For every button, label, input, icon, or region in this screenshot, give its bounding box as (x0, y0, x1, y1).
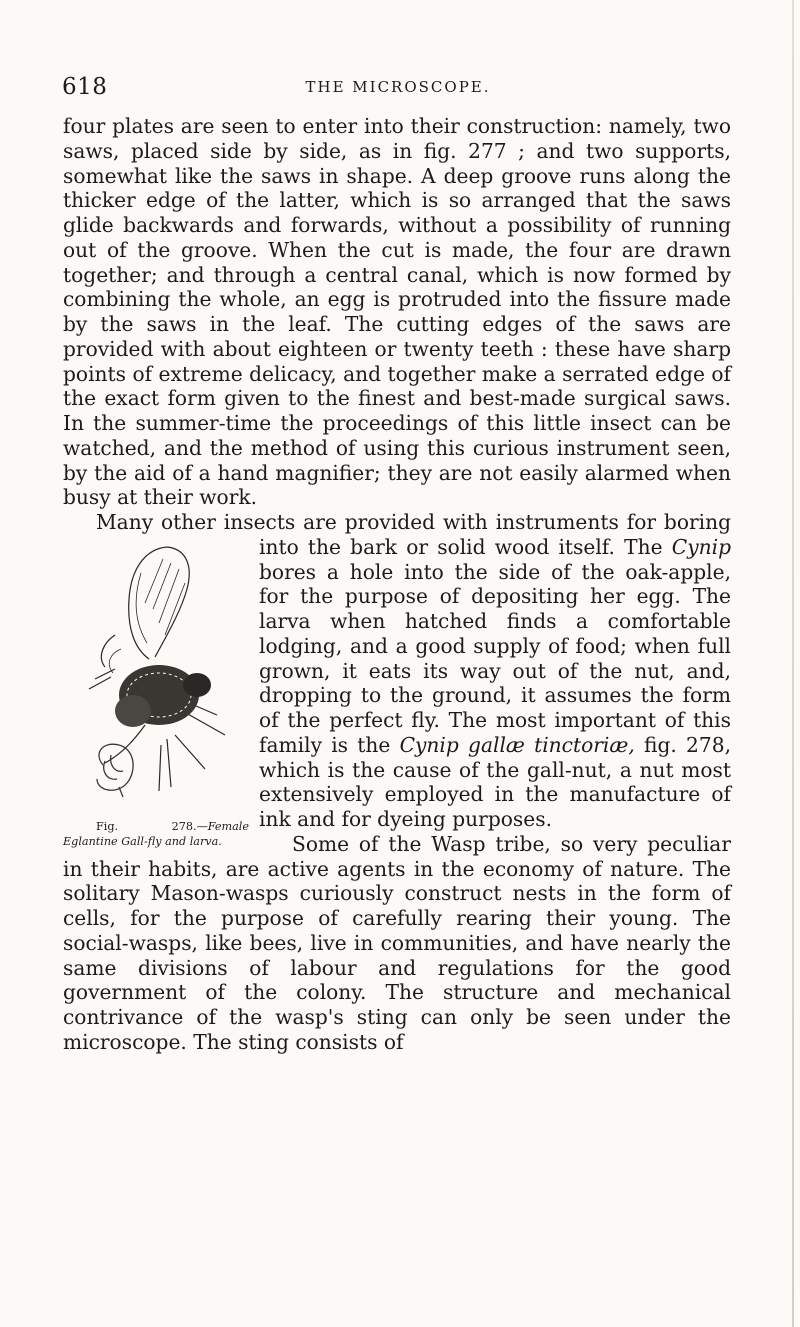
paragraph-2 (63, 510, 731, 848)
figure-278 (63, 539, 249, 849)
genus-name: Cynip (671, 534, 731, 559)
gall-fly-illustration-icon (75, 539, 239, 801)
figure-label: Fig. 278. (96, 819, 197, 833)
figure-caption-text: —Female Eglantine Gall-fly and larva. (63, 819, 249, 848)
paragraph-2-text-a: Many other insects are provided with instruments for boring into the bark or solid wood itself. The (96, 510, 731, 559)
species-name: Cynip gallæ tinctoriæ, (399, 732, 635, 757)
page-number: 618 (62, 74, 108, 100)
paragraph-2-text-b: bores a hole into the side of the oak-apple, for the purpose of depositing her egg. The larva when hatched finds a comfortable lodging, and a good supply of food; when full grown, it eats its way out of the nut, and, dropping to the ground, it assumes the form of the perfect fly. The most important of this family is the (259, 559, 731, 757)
paragraph-1: four plates are seen to enter into their construction: namely, two saws, placed side by side, as in fig. 277 ; and two supports, somewhat like the saws in shape. A deep groove runs along the thicker edge of the latter, which is so arranged that the saws glide backwards and forwards, without a possibility of running out of the groove. When the cut is made, the four are drawn together; and through a central canal, which is now formed by combining the whole, an egg is protruded into the fissure made by the saws in the leaf. The cutting edges of the saws are provided with about eighteen or twenty teeth : these have sharp points of extreme delicacy, and together make a serrated edge of the exact form given to the finest and best-made surgical saws. In the summer-time the proceedings of this little insect can be watched, and the method of using this curious instrument seen, by the aid of a hand magnifier; they are not easily alarmed when busy at their work. (63, 114, 731, 510)
page-edge-shadow (792, 0, 794, 1327)
paragraph-3: Some of the Wasp tribe, so very peculiar in their habits, are active agents in the economy of nature. The solitary Mason-wasps curiously construct nests in the form of cells, for the purpose of carefully rearing their young. The social-wasps, like bees, live in communities, and have nearly the same divisions of labour and regulations for the good government of the colony. The structure and mechanical contrivance of the wasp's sting can only be seen under the microscope. The sting consists of (63, 831, 731, 1054)
body-text (63, 114, 731, 1055)
running-title: THE MICROSCOPE. (305, 78, 491, 96)
page-header (62, 74, 734, 104)
figure-caption (63, 819, 249, 849)
paragraph-2-text-c: fig. 278, which is the cause of the gall-nut, a nut most extensively employed in the manufacture of ink and for dyeing purposes. (259, 732, 731, 831)
